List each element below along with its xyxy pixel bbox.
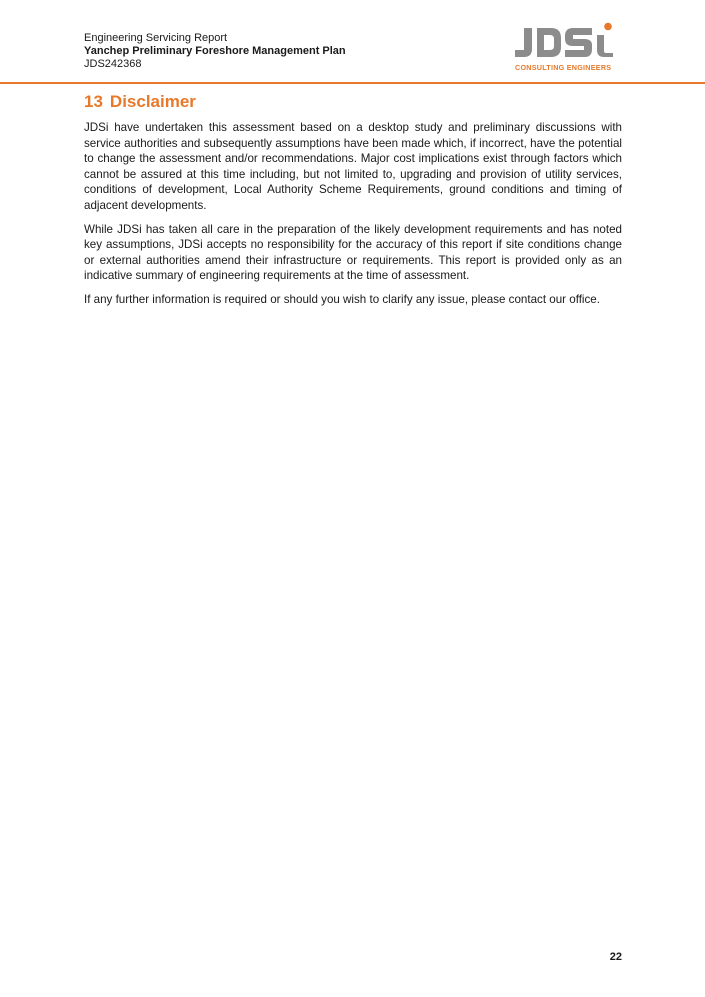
- section-number: 13: [84, 92, 103, 111]
- paragraph: If any further information is required or should you wish to clarify any issue, please contact our office.: [84, 292, 600, 306]
- document-header: [84, 32, 346, 71]
- paragraph: While JDSi has taken all care in the preparation of the likely development requirements and has noted key assumptions, JDSi accepts no responsibility for the accuracy of this report if site conditions change or external authorities amend their infrastructure or requirements. This report is provided only as an indicative summary of engineering requirements at the time of assessment.: [84, 222, 622, 283]
- header-divider: [0, 82, 705, 84]
- logo-tagline: CONSULTING ENGINEERS: [515, 63, 612, 72]
- jdsi-logo-mark: [512, 22, 622, 62]
- paragraph: JDSi have undertaken this assessment based on a desktop study and preliminary discussions with service authorities and subsequently assumptions have been made which, if incorrect, have the potential to change the assessment and/or recommendations. Major cost implications exist through factors which cannot be assured at this time including, but not limited to, upgrading and provision of utility services, conditions of development, Local Authority Scheme Requirements, ground conditions and timing of adjacent developments.: [84, 121, 622, 212]
- section-title: Disclaimer: [109, 92, 196, 111]
- project-title: Yanchep Preliminary Foreshore Management Plan: [84, 45, 346, 57]
- company-logo: [512, 22, 622, 72]
- job-number: JDS242368: [84, 58, 142, 70]
- section-body: [84, 120, 622, 316]
- page-number: 22: [609, 951, 622, 963]
- section-heading: [84, 92, 196, 112]
- report-type: Engineering Servicing Report: [84, 32, 228, 44]
